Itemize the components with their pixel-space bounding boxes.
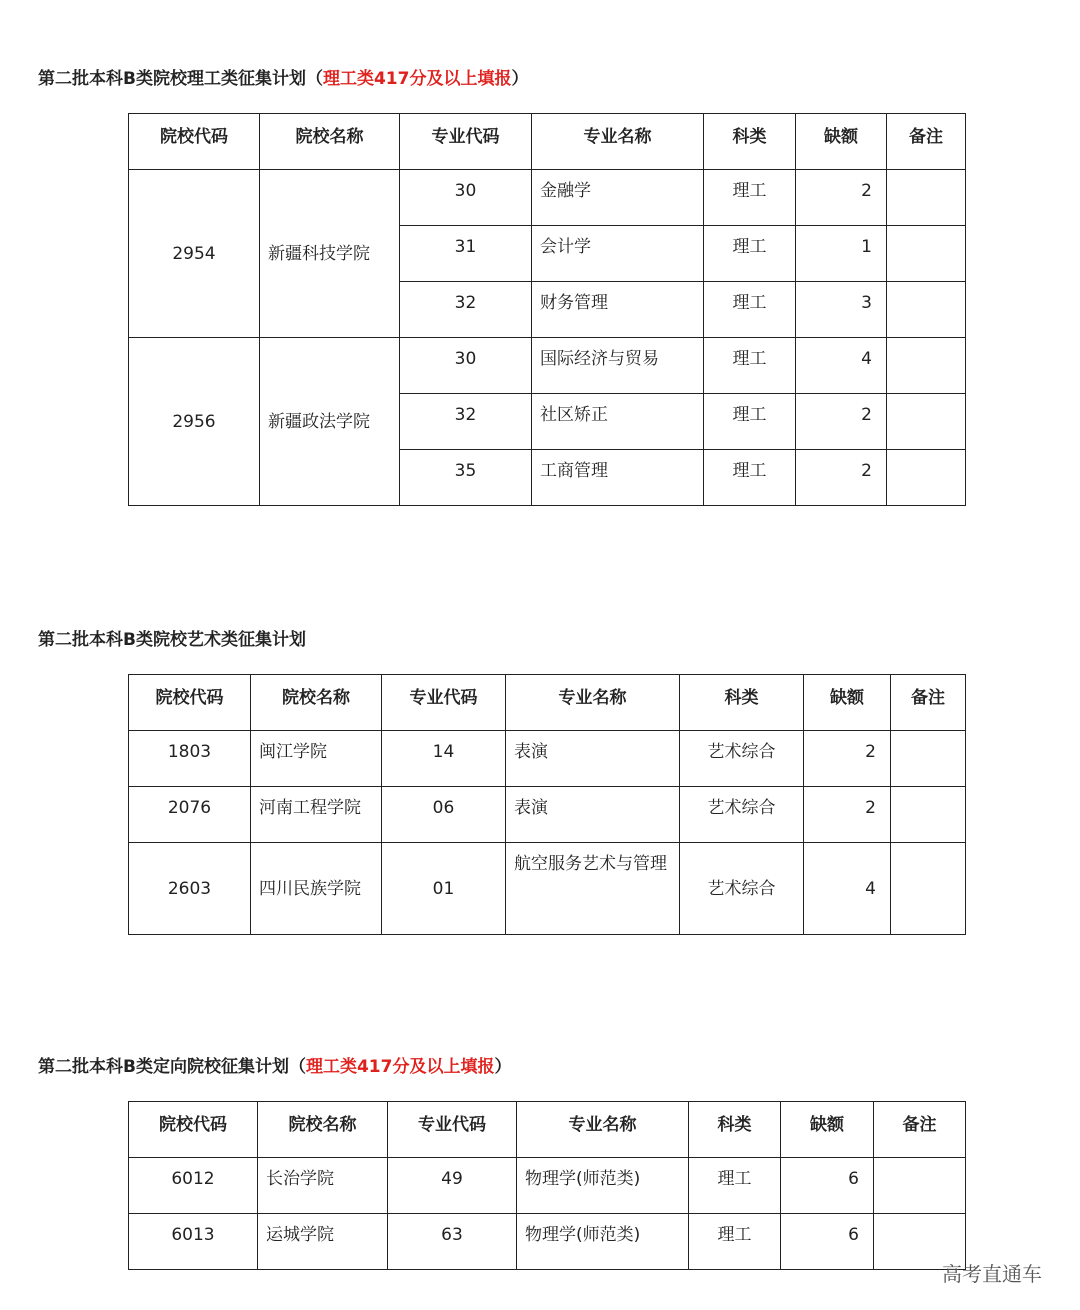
major-code-cell: 32 xyxy=(400,394,532,450)
section-title-end: ） xyxy=(494,1057,512,1077)
section-title-text: 第二批本科B类院校艺术类征集计划 xyxy=(38,630,306,650)
table-row xyxy=(129,338,966,394)
header-row xyxy=(129,114,966,170)
major-code-cell: 30 xyxy=(400,338,532,394)
major-name-cell: 工商管理 xyxy=(532,450,704,506)
category-cell: 理工 xyxy=(689,1158,781,1214)
school-name-cell: 闽江学院 xyxy=(251,731,382,787)
major-name-cell: 表演 xyxy=(506,787,680,843)
column-header: 备注 xyxy=(887,114,966,170)
major-code-cell: 63 xyxy=(388,1214,517,1270)
table-row xyxy=(129,787,966,843)
column-header: 院校代码 xyxy=(129,675,251,731)
section-title-text: 第二批本科B类院校理工类征集计划（ xyxy=(38,69,323,89)
column-header: 科类 xyxy=(689,1102,781,1158)
category-cell: 艺术综合 xyxy=(680,787,804,843)
column-header: 专业代码 xyxy=(388,1102,517,1158)
major-code-cell: 01 xyxy=(382,843,506,935)
enrollment-table xyxy=(128,113,966,506)
major-code-cell: 32 xyxy=(400,282,532,338)
school-code-cell: 2603 xyxy=(129,843,251,935)
major-code-cell: 49 xyxy=(388,1158,517,1214)
quota-cell: 1 xyxy=(796,226,887,282)
enrollment-table xyxy=(128,1101,966,1270)
school-name-cell: 运城学院 xyxy=(258,1214,388,1270)
note-cell xyxy=(887,282,966,338)
quota-cell: 6 xyxy=(781,1158,874,1214)
major-name-cell: 会计学 xyxy=(532,226,704,282)
note-cell xyxy=(891,787,966,843)
column-header: 专业名称 xyxy=(506,675,680,731)
column-header: 专业代码 xyxy=(382,675,506,731)
column-header: 科类 xyxy=(704,114,796,170)
column-header: 院校名称 xyxy=(260,114,400,170)
section-title-highlight: 理工类417分及以上填报 xyxy=(322,69,512,89)
school-name-cell: 四川民族学院 xyxy=(251,843,382,935)
table-row xyxy=(129,170,966,226)
school-code-cell: 2954 xyxy=(129,170,260,338)
note-cell xyxy=(887,450,966,506)
section-title-highlight: 理工类417分及以上填报 xyxy=(305,1057,495,1077)
column-header: 备注 xyxy=(874,1102,966,1158)
major-name-cell: 国际经济与贸易 xyxy=(532,338,704,394)
table-row xyxy=(129,1158,966,1214)
column-header: 缺额 xyxy=(781,1102,874,1158)
major-code-cell: 35 xyxy=(400,450,532,506)
major-name-cell: 物理学(师范类) xyxy=(517,1158,689,1214)
school-code-cell: 1803 xyxy=(129,731,251,787)
quota-cell: 2 xyxy=(804,787,891,843)
major-name-cell: 财务管理 xyxy=(532,282,704,338)
enrollment-table xyxy=(128,674,966,935)
table-row xyxy=(129,731,966,787)
header-row xyxy=(129,675,966,731)
section-title-end: ） xyxy=(511,69,529,89)
school-code-cell: 6013 xyxy=(129,1214,258,1270)
category-cell: 艺术综合 xyxy=(680,731,804,787)
major-code-cell: 30 xyxy=(400,170,532,226)
column-header: 专业代码 xyxy=(400,114,532,170)
major-code-cell: 06 xyxy=(382,787,506,843)
major-name-cell: 物理学(师范类) xyxy=(517,1214,689,1270)
note-cell xyxy=(874,1158,966,1214)
column-header: 院校名称 xyxy=(258,1102,388,1158)
note-cell xyxy=(887,394,966,450)
quota-cell: 6 xyxy=(781,1214,874,1270)
quota-cell: 2 xyxy=(796,450,887,506)
quota-cell: 2 xyxy=(796,170,887,226)
column-header: 科类 xyxy=(680,675,804,731)
note-cell xyxy=(887,170,966,226)
column-header: 缺额 xyxy=(804,675,891,731)
column-header: 院校名称 xyxy=(251,675,382,731)
column-header: 缺额 xyxy=(796,114,887,170)
column-header: 院校代码 xyxy=(129,114,260,170)
category-cell: 理工 xyxy=(704,226,796,282)
quota-cell: 2 xyxy=(804,731,891,787)
school-code-cell: 2076 xyxy=(129,787,251,843)
major-name-cell: 表演 xyxy=(506,731,680,787)
school-name-cell: 新疆政法学院 xyxy=(260,338,400,506)
category-cell: 理工 xyxy=(689,1214,781,1270)
column-header: 备注 xyxy=(891,675,966,731)
section-title xyxy=(38,1052,511,1077)
major-code-cell: 31 xyxy=(400,226,532,282)
table-row xyxy=(129,1214,966,1270)
quota-cell: 3 xyxy=(796,282,887,338)
section-title-text: 第二批本科B类定向院校征集计划（ xyxy=(38,1057,306,1077)
major-name-cell: 社区矫正 xyxy=(532,394,704,450)
category-cell: 理工 xyxy=(704,170,796,226)
school-name-cell: 河南工程学院 xyxy=(251,787,382,843)
note-cell xyxy=(887,226,966,282)
major-code-cell: 14 xyxy=(382,731,506,787)
category-cell: 理工 xyxy=(704,394,796,450)
quota-cell: 4 xyxy=(796,338,887,394)
quota-cell: 4 xyxy=(804,843,891,935)
header-row xyxy=(129,1102,966,1158)
category-cell: 理工 xyxy=(704,450,796,506)
major-name-cell: 金融学 xyxy=(532,170,704,226)
column-header: 院校代码 xyxy=(129,1102,258,1158)
note-cell xyxy=(891,731,966,787)
column-header: 专业名称 xyxy=(517,1102,689,1158)
table-row xyxy=(129,843,966,935)
school-name-cell: 长治学院 xyxy=(258,1158,388,1214)
school-name-cell: 新疆科技学院 xyxy=(260,170,400,338)
category-cell: 艺术综合 xyxy=(680,843,804,935)
watermark: 高考直通车 xyxy=(942,1262,1042,1286)
category-cell: 理工 xyxy=(704,338,796,394)
column-header: 专业名称 xyxy=(532,114,704,170)
section-title xyxy=(38,625,306,650)
school-code-cell: 6012 xyxy=(129,1158,258,1214)
quota-cell: 2 xyxy=(796,394,887,450)
note-cell xyxy=(887,338,966,394)
section-title xyxy=(38,64,528,89)
school-code-cell: 2956 xyxy=(129,338,260,506)
note-cell xyxy=(891,843,966,935)
major-name-cell: 航空服务艺术与管理 xyxy=(506,843,680,935)
category-cell: 理工 xyxy=(704,282,796,338)
